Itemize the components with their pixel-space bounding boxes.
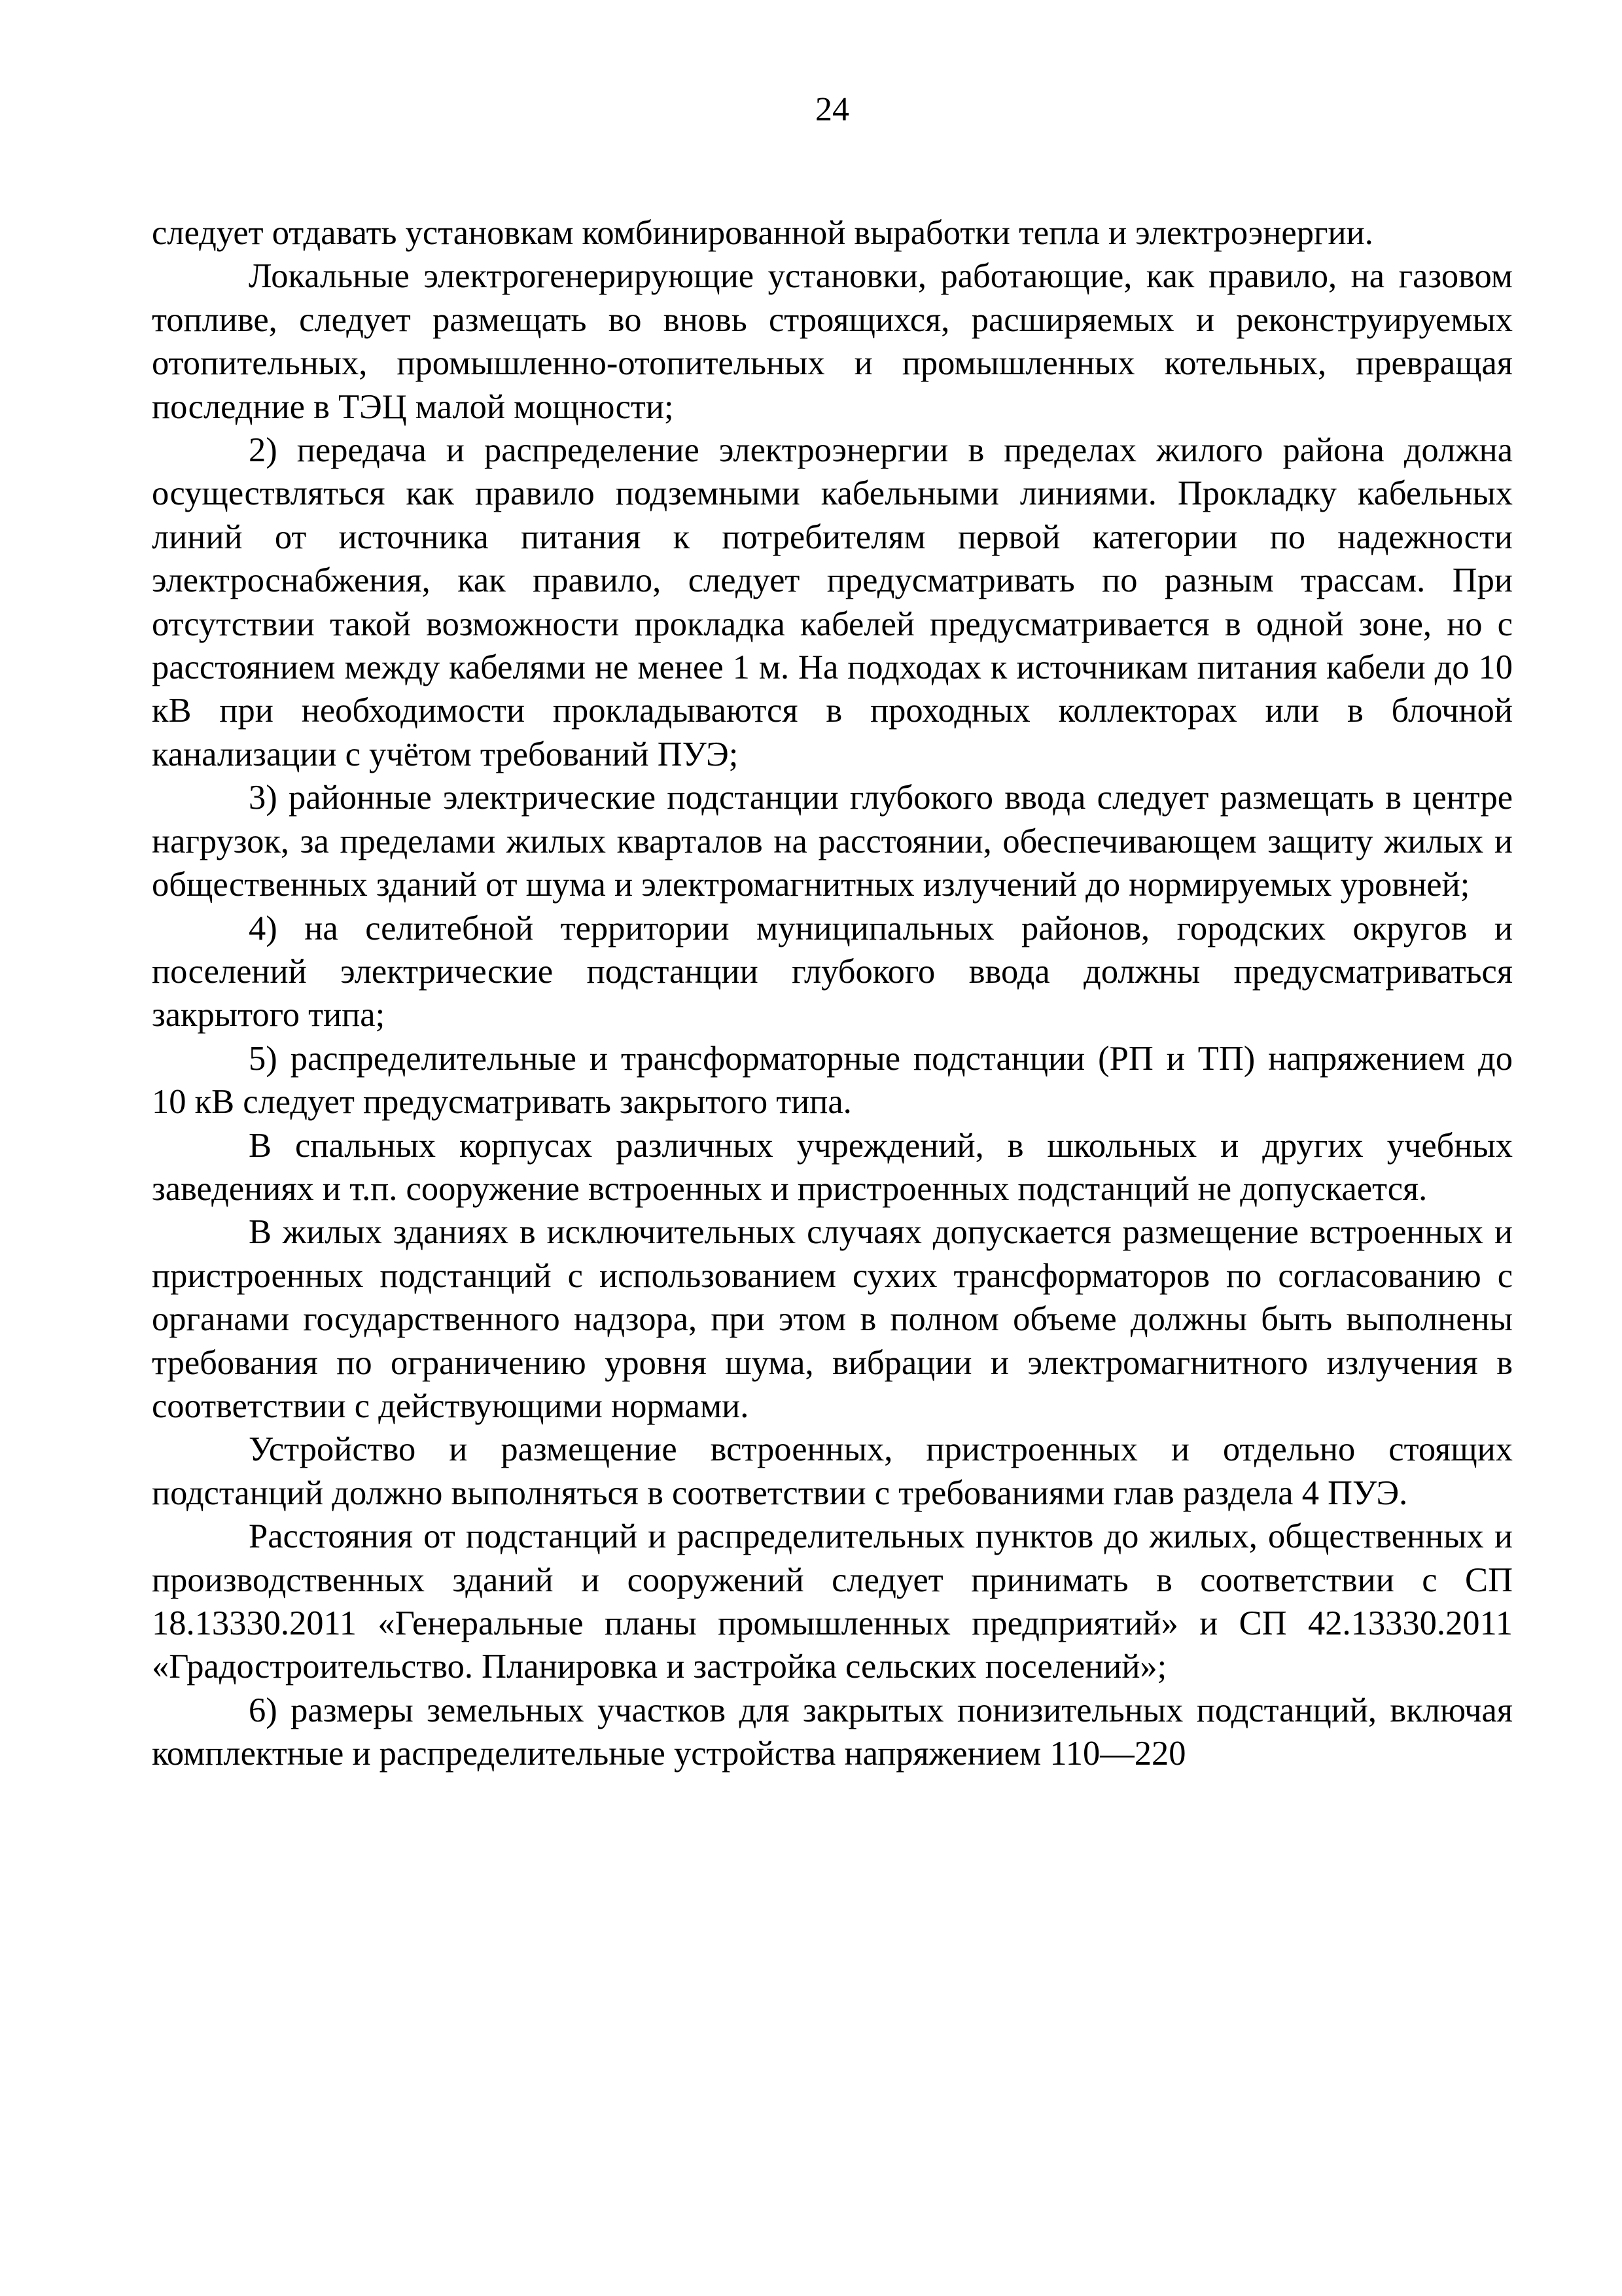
paragraph-dormitories-schools: В спальных корпусах различных учреждений, в школьных и других учебных заведениях и т.п. сооружение встроенных и пристроенных подстанций не допускается.	[152, 1126, 1513, 1208]
paragraph-item-3-district-substations: 3) районные электрические подстанции глубокого ввода следует размещать в центре нагрузок, за пределами жилых кварталов на расстоянии, обеспечивающем защиту жилых и общественных зданий от шума и электромагнитных излучений до нормируемых уровней;	[152, 779, 1513, 904]
paragraph-item-2-cable-lines: 2) передача и распределение электроэнергии в пределах жилого района должна осуществляться как правило подземными кабельными линиями. Прокладку кабельных линий от источника питания к потребителям первой категории по надежности электроснабжения, как правило, следует предусматривать по разным трассам. При отсутствии такой возможности прокладка кабелей предусматривается в одной зоне, но с расстоянием между кабелями не менее 1 м. На подходах к источникам питания кабели до 10 кВ при необходимости прокладываются в проходных коллекторах или в блочной канализации с учётом требований ПУЭ;	[152, 431, 1513, 773]
paragraph-local-generation: Локальные электрогенерирующие установки, работающие, как правило, на газовом топливе, следует размещать во вновь строящихся, расширяемых и реконструируемых отопительных, промышленно-отопительных и промышленных котельных, превращая последние в ТЭЦ малой мощности;	[152, 257, 1513, 426]
paragraph-distances: Расстояния от подстанций и распределительных пунктов до жилых, общественных и производственных зданий и сооружений следует принимать в соответствии с СП 18.13330.2011 «Генеральные планы промышленных предприятий» и СП 42.13330.2011 «Градостроительство. Планировка и застройка сельских поселений»;	[152, 1517, 1513, 1686]
paragraph-item-5-distribution-substations: 5) распределительные и трансформаторные подстанции (РП и ТП) напряжением до 10 кВ следует предусматривать закрытого типа.	[152, 1039, 1513, 1122]
paragraph-item-4-residential-territory: 4) на селитебной территории муниципальных районов, городских округов и поселений электрические подстанции глубокого ввода должны предусматриваться закрытого типа;	[152, 909, 1513, 1034]
document-body	[152, 211, 1513, 1776]
paragraph-continuation: следует отдавать установкам комбинированной выработки тепла и электроэнергии.	[152, 214, 1373, 252]
document-page	[152, 0, 1513, 2296]
paragraph-substation-placement: Устройство и размещение встроенных, пристроенных и отдельно стоящих подстанций должно выполняться в соответствии с требованиями глав раздела 4 ПУЭ.	[152, 1430, 1513, 1512]
paragraph-item-6-land-plots: 6) размеры земельных участков для закрытых понизительных подстанций, включая комплектные и распределительные устройства напряжением 110—220	[152, 1691, 1513, 1773]
paragraph-residential-buildings: В жилых зданиях в исключительных случаях допускается размещение встроенных и пристроенных подстанций с использованием сухих трансформаторов по согласованию с органами государственного надзора, при этом в полном объеме должны быть выполнены требования по ограничению уровня шума, вибрации и электромагнитного излучения в соответствии с действующими нормами.	[152, 1213, 1513, 1425]
page-number: 24	[815, 91, 849, 128]
